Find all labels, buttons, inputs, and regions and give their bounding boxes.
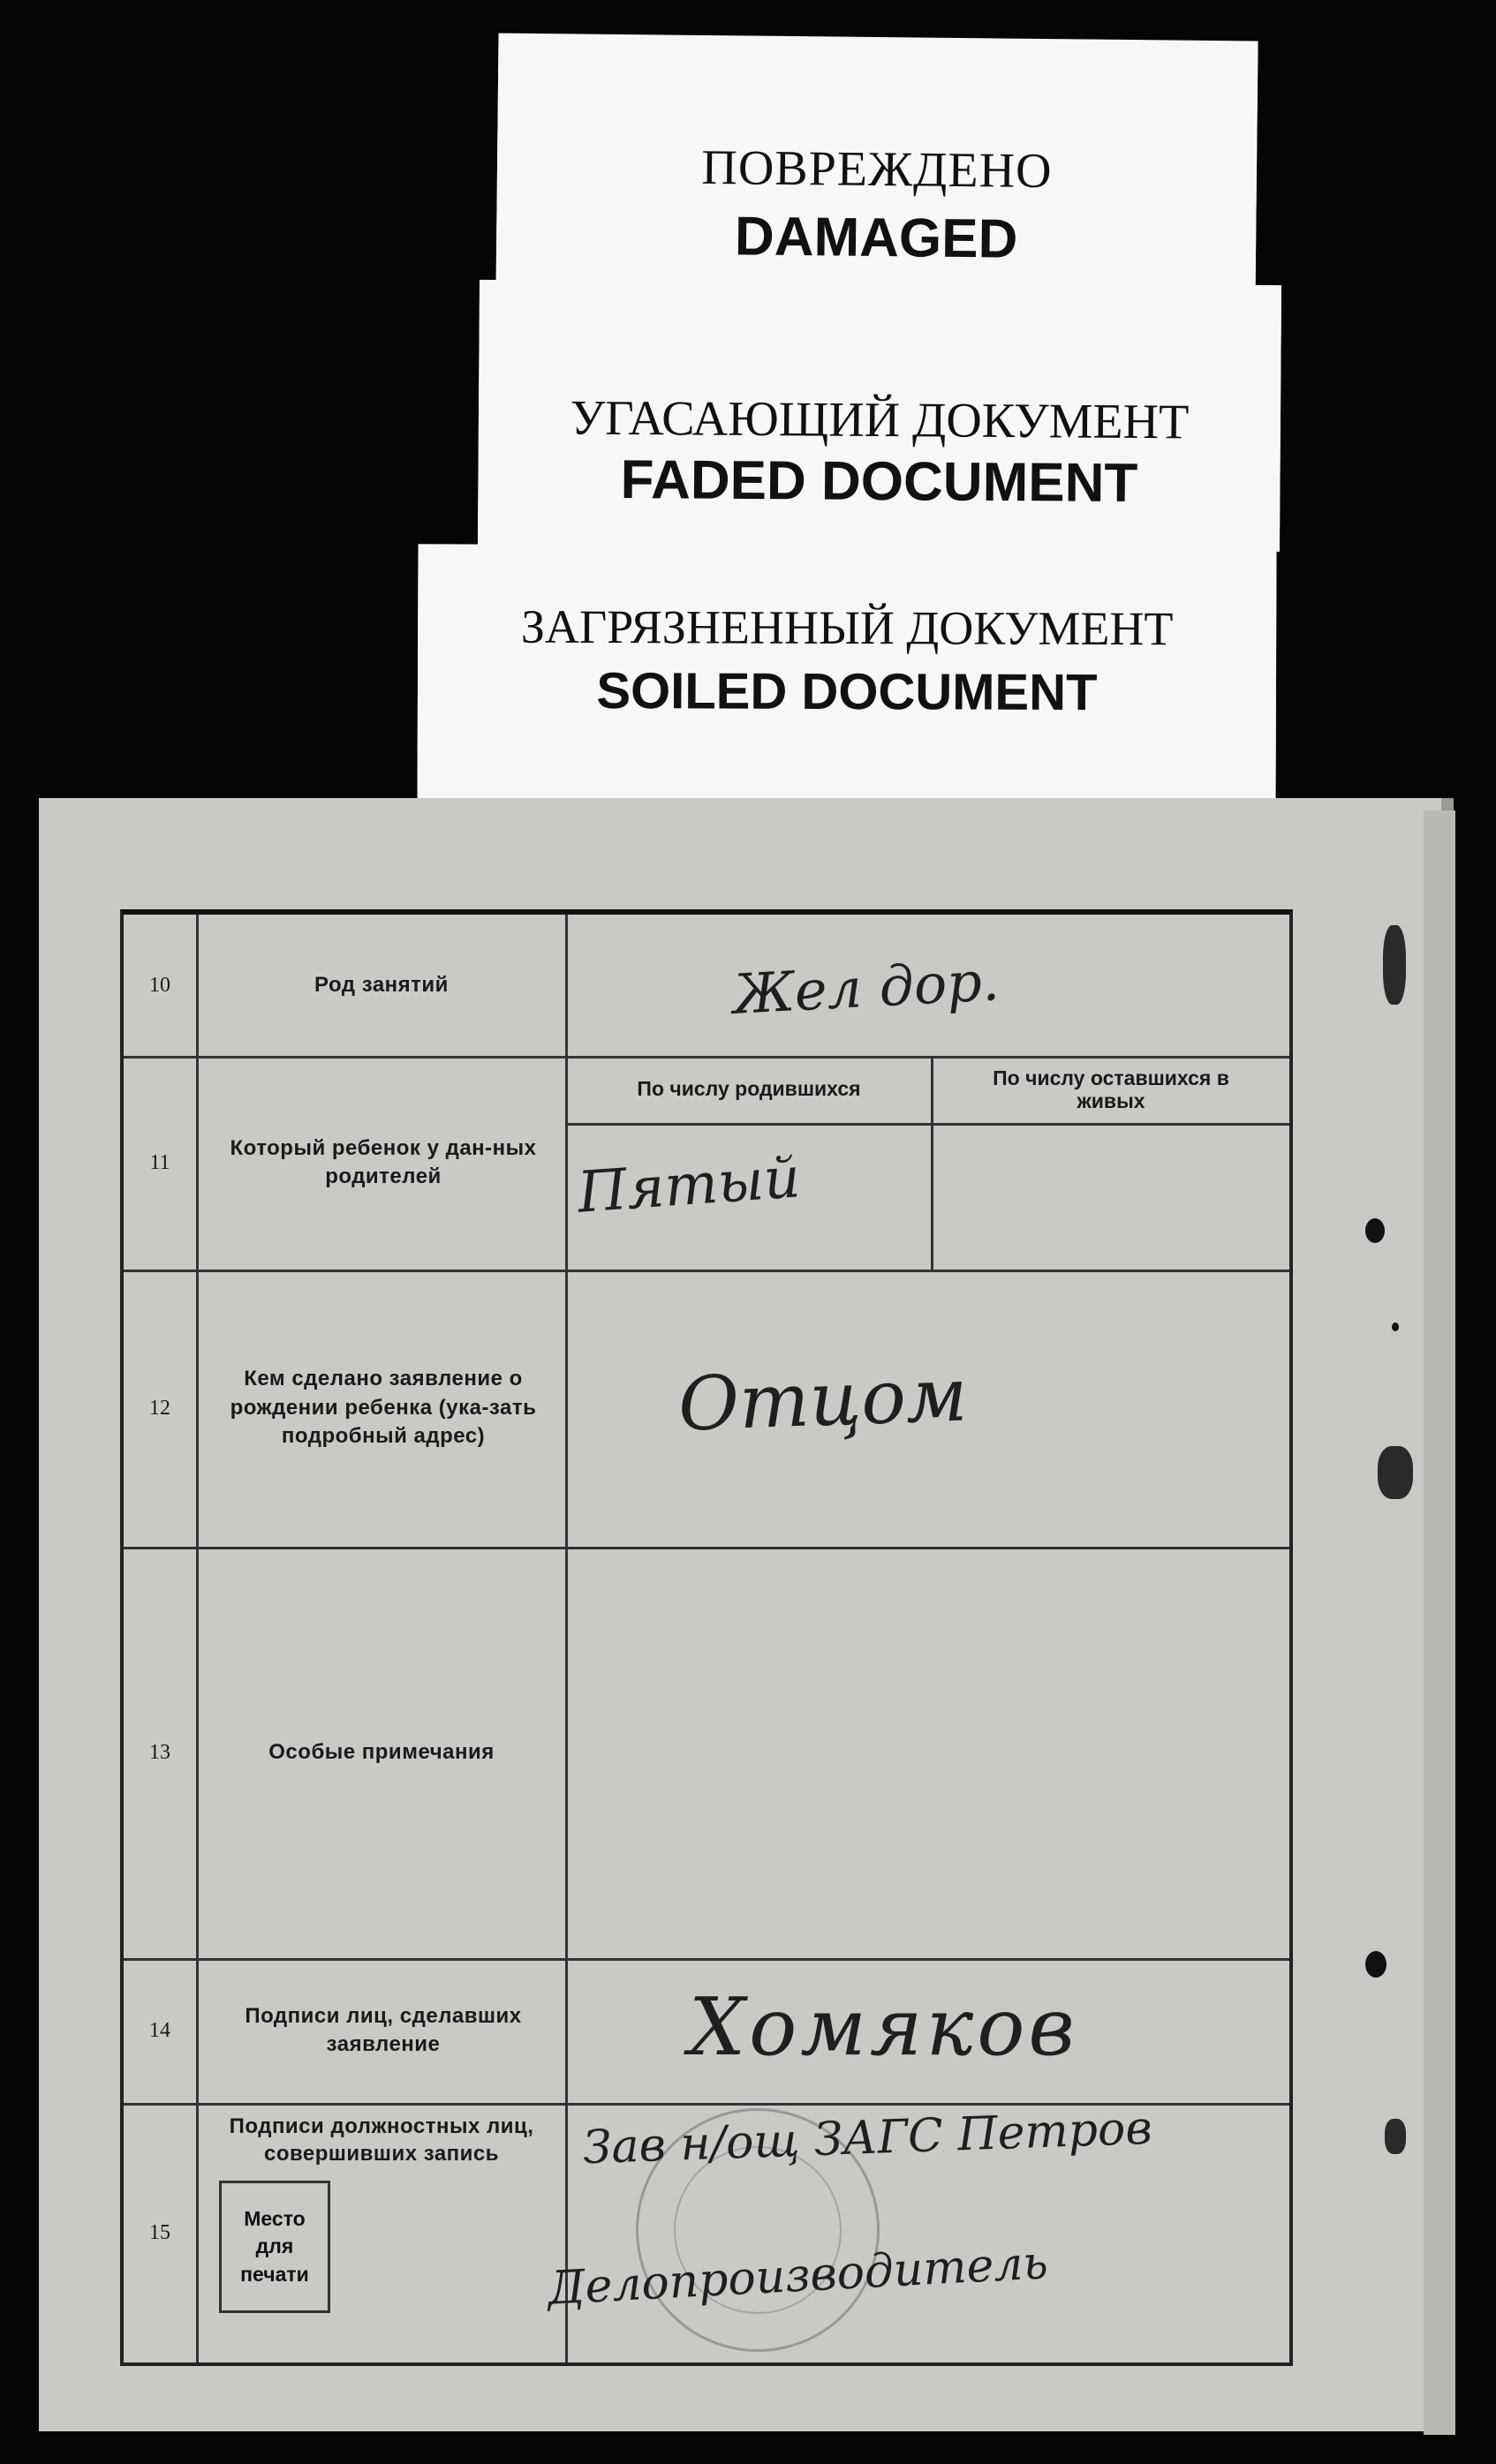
child-order-label: Который ребенок у дан-ных родителей bbox=[230, 1135, 537, 1188]
tear-mark bbox=[1383, 925, 1406, 1005]
row-number: 15 bbox=[149, 2220, 170, 2244]
page-edge bbox=[1424, 810, 1455, 2435]
row-number: 12 bbox=[149, 1396, 170, 1420]
officials-signatures-label: Подписи должностных лиц, совершивших запись bbox=[229, 2114, 534, 2166]
punch-hole bbox=[1365, 1218, 1385, 1243]
declarant-signature: Хомяков bbox=[689, 1981, 1078, 2074]
column-divider bbox=[931, 1056, 933, 1270]
row-number: 14 bbox=[149, 2018, 170, 2042]
declarant-label: Кем сделано заявление о рождении ребенка (ука-зать подробный адрес) bbox=[230, 1367, 537, 1449]
damaged-ru-label: ПОВРЕЖДЕНО bbox=[701, 139, 1053, 200]
notes-label: Особые примечания bbox=[268, 1739, 495, 1764]
stamp-place-box: Место для печати bbox=[219, 2181, 330, 2313]
row-divider bbox=[565, 1123, 1289, 1126]
tear-mark bbox=[1378, 1446, 1413, 1499]
tear-mark bbox=[1385, 2119, 1406, 2154]
row-number: 13 bbox=[149, 1740, 170, 1764]
soiled-en-label: SOILED DOCUMENT bbox=[596, 662, 1098, 721]
declarant-signatures-label: Подписи лиц, сделавших заявление bbox=[245, 2003, 522, 2056]
surviving-count-header: По числу оставшихся в живых bbox=[993, 1066, 1229, 1112]
faded-ru-label: УГАСАЮЩИЙ ДОКУМЕНТ bbox=[570, 390, 1190, 450]
born-count-value: Пятый bbox=[575, 1145, 803, 1226]
damaged-slip bbox=[495, 34, 1258, 306]
born-count-header: По числу родившихся bbox=[637, 1077, 861, 1101]
column-divider bbox=[196, 915, 199, 2362]
clerk-signature: Делопроизводитель bbox=[546, 2236, 1050, 2316]
row-number: 11 bbox=[149, 1150, 170, 1174]
faded-en-label: FADED DOCUMENT bbox=[620, 448, 1138, 515]
occupation-value: Жел дор. bbox=[731, 948, 1001, 1027]
punch-hole bbox=[1392, 1322, 1399, 1331]
column-divider bbox=[565, 915, 568, 2362]
occupation-label: Род занятий bbox=[314, 972, 449, 997]
declarant-value: Отцом bbox=[676, 1351, 969, 1448]
punch-hole bbox=[1365, 1951, 1386, 1978]
faded-slip bbox=[478, 280, 1281, 550]
row-number: 10 bbox=[149, 973, 170, 997]
soiled-ru-label: ЗАГРЯЗНЕННЫЙ ДОКУМЕНТ bbox=[520, 599, 1174, 656]
damaged-en-label: DAMAGED bbox=[734, 206, 1018, 270]
registry-form-table bbox=[120, 909, 1293, 2366]
registrar-signature: Зав н/ощ ЗАГС Петров bbox=[582, 2101, 1153, 2175]
soiled-slip bbox=[417, 544, 1276, 811]
